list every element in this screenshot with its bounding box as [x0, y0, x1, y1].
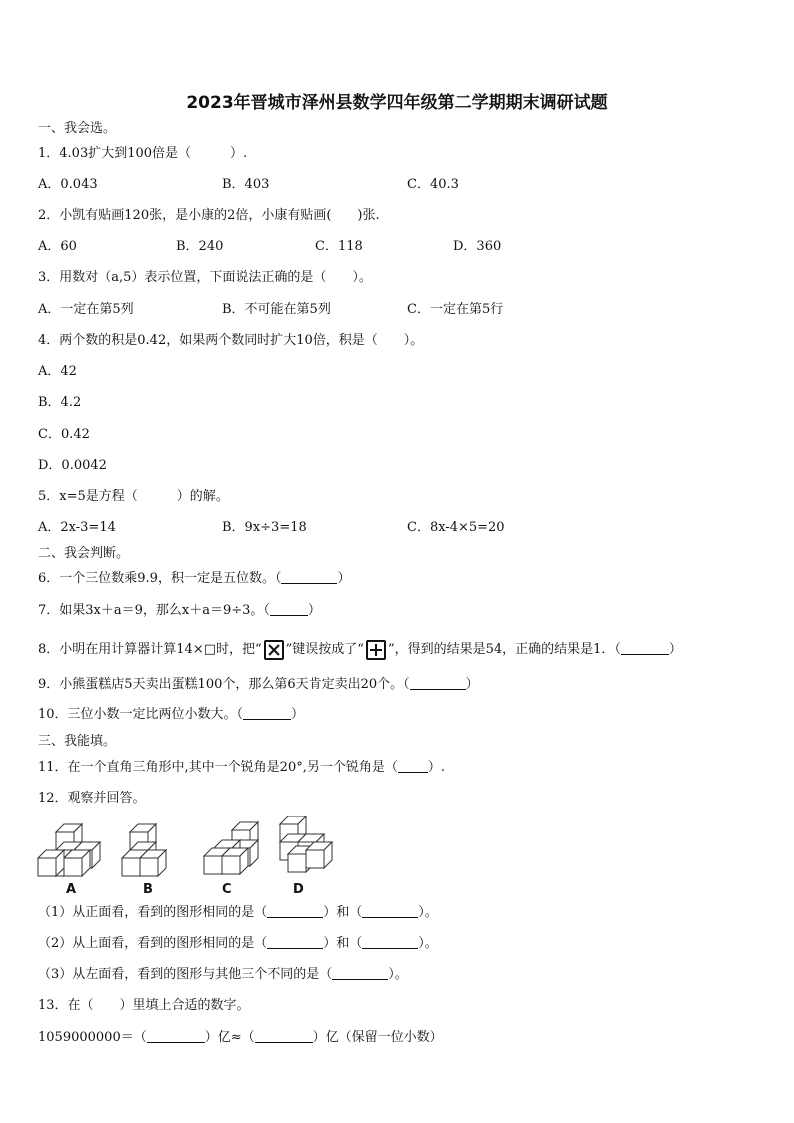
q12-p3-blank[interactable] [332, 967, 388, 980]
q2-option-c: C．118 [315, 239, 363, 254]
q1-option-b: B．403 [222, 177, 270, 192]
q4-option-c: C．0.42 [38, 427, 90, 442]
q5-option-a: A．2x-3=14 [38, 520, 116, 535]
q1-option-a: A．0.043 [38, 177, 98, 192]
q7-end: ） [307, 603, 321, 618]
question-8 [38, 640, 682, 660]
section-3-heading: 三、我能填。 [38, 734, 117, 749]
q6-text: 6．一个三位数乘9.9，积一定是五位数。（ [38, 571, 282, 586]
q2-option-b: B．240 [176, 239, 224, 254]
q7-text: 7．如果3x＋a＝9，那么x＋a＝9÷3。（ [38, 603, 270, 618]
q12-p2-pre: （2）从上面看，看到的图形相同的是（ [38, 936, 268, 951]
question-7 [38, 603, 321, 619]
q5-option-c: C．8x-4×5=20 [407, 520, 505, 535]
q3-option-a: A．一定在第5列 [38, 302, 134, 317]
question-13: 13．在（ ）里填上合适的数字。 [38, 998, 250, 1013]
q10-answer-blank[interactable] [243, 707, 291, 720]
q4-option-d: D．0.0042 [38, 458, 107, 473]
figure-d [280, 816, 332, 872]
q6-answer-blank[interactable] [281, 571, 337, 584]
figure-b [122, 824, 166, 876]
q10-text: 10．三位小数一定比两位小数大。（ [38, 707, 244, 722]
section-2-heading: 二、我会判断。 [38, 546, 130, 561]
q5-option-b: B．9x÷3=18 [222, 520, 307, 535]
q11-end: ）. [427, 760, 445, 775]
q12-p3-pre: （3）从左面看，看到的图形与其他三个不同的是（ [38, 967, 333, 982]
q12-p1-mid: ）和（ [323, 905, 363, 920]
question-11 [38, 760, 445, 776]
q8-end: ） [668, 642, 682, 657]
q2-option-a: A．60 [38, 239, 77, 254]
q13-blank-2[interactable] [255, 1030, 313, 1043]
q13-equation [38, 1030, 443, 1046]
question-9 [38, 677, 479, 693]
figure-c-label: C [222, 882, 232, 897]
figure-a-label: A [66, 882, 77, 897]
q13-blank-1[interactable] [147, 1030, 205, 1043]
cube-figures-drawing [36, 816, 336, 880]
q12-part-2 [38, 936, 438, 952]
question-5: 5．x=5是方程（ ）的解。 [38, 489, 229, 504]
q11-answer-blank[interactable] [398, 760, 428, 773]
q1-option-c: C．40.3 [407, 177, 459, 192]
q3-option-b: B．不可能在第5列 [222, 302, 331, 317]
q12-p2-end: ）。 [418, 936, 438, 951]
q3-option-c: C．一定在第5行 [407, 302, 504, 317]
q12-p2-blank-2[interactable] [362, 936, 418, 949]
question-10 [38, 707, 304, 723]
q12-part-1 [38, 905, 438, 921]
cube-figures [36, 816, 336, 897]
multiply-key-icon [264, 640, 284, 660]
question-3: 3．用数对（a,5）表示位置，下面说法正确的是（ ）。 [38, 270, 372, 285]
figure-a [38, 824, 100, 876]
plus-key-icon [366, 640, 386, 660]
q8-answer-blank[interactable] [621, 642, 669, 655]
q12-p1-end: ）。 [418, 905, 438, 920]
section-1-heading: 一、我会选。 [38, 121, 117, 136]
q9-answer-blank[interactable] [410, 677, 466, 690]
question-1: 1．4.03扩大到100倍是（ ）. [38, 146, 248, 161]
q11-text: 11．在一个直角三角形中,其中一个锐角是20°,另一个锐角是（ [38, 760, 398, 775]
q2-option-d: D．360 [453, 239, 502, 254]
q13-mid: ）亿≈（ [204, 1030, 255, 1045]
question-6 [38, 571, 350, 587]
figure-d-label: D [293, 882, 304, 897]
question-12: 12．观察并回答。 [38, 791, 146, 806]
q8-pre: 8．小明在用计算器计算14×□时，把“ [38, 642, 262, 657]
page-title: 2023年晋城市泽州县数学四年级第二学期期末调研试题 [186, 93, 608, 113]
q12-p1-blank-2[interactable] [362, 905, 418, 918]
q7-answer-blank[interactable] [270, 603, 308, 616]
q12-p1-pre: （1）从正面看，看到的图形相同的是（ [38, 905, 268, 920]
q13-end: ）亿（保留一位小数） [312, 1030, 443, 1045]
question-4: 4．两个数的积是0.42，如果两个数同时扩大10倍，积是（ ）。 [38, 333, 424, 348]
q12-part-3 [38, 967, 408, 983]
q10-end: ） [291, 707, 305, 722]
q12-p2-blank-1[interactable] [267, 936, 323, 949]
q4-option-b: B．4.2 [38, 395, 82, 410]
figure-b-label: B [143, 882, 153, 897]
q4-option-a: A．42 [38, 364, 77, 379]
q9-end: ） [465, 677, 479, 692]
q6-end: ） [337, 571, 351, 586]
figure-c [204, 822, 258, 874]
q12-p2-mid: ）和（ [323, 936, 363, 951]
q8-post: ”，得到的结果是54，正确的结果是1．（ [387, 642, 621, 657]
q8-mid: ”键误按成了“ [285, 642, 364, 657]
q9-text: 9．小熊蛋糕店5天卖出蛋糕100个，那么第6天肯定卖出20个。（ [38, 677, 410, 692]
q12-p1-blank-1[interactable] [267, 905, 323, 918]
q13-pre: 1059000000＝（ [38, 1030, 147, 1045]
q12-p3-end: ）。 [388, 967, 408, 982]
question-2: 2．小凯有贴画120张，是小康的2倍，小康有贴画( )张. [38, 208, 380, 223]
